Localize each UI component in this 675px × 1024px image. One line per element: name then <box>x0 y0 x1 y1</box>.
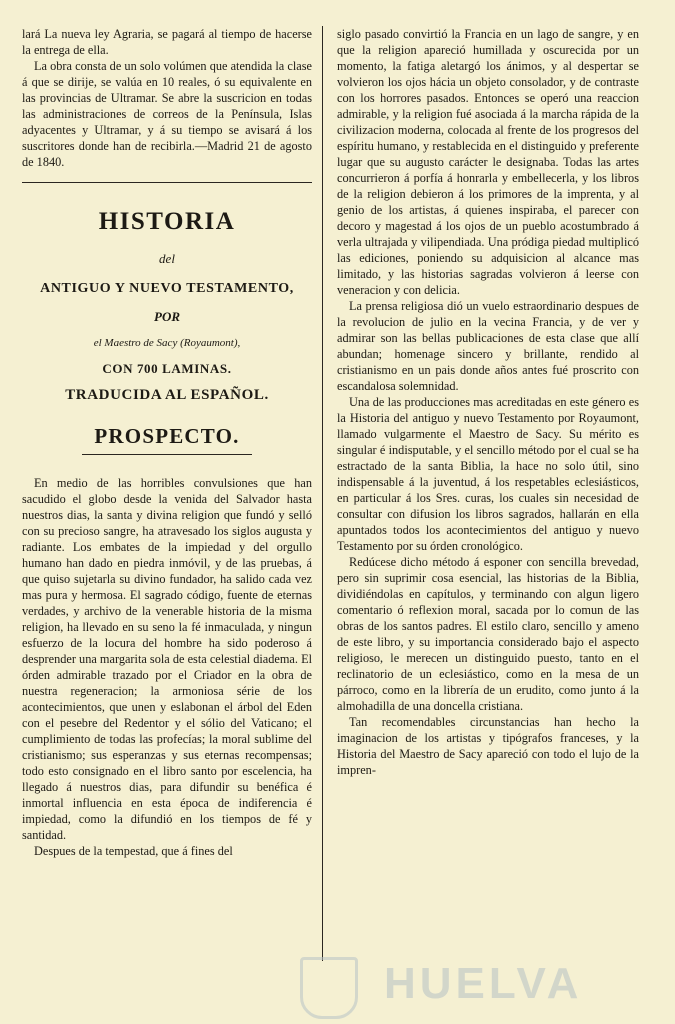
body-paragraph: Tan recomendables circunstancias han hecho la imaginacion de los artistas y tipógrafos franceses, y la Historia del Maestro de Sacy apareció con todo el lujo de la impren- <box>337 715 639 777</box>
body-paragraph: siglo pasado convirtió la Francia en un lago de sangre, y en que la religion apareció humillada y oscurecida por un momento, la fatiga aletargó los ánimos, y al despertar se volvieron los ojos hácia un objeto consolador, y de contraste con los horrores pasados. Entonces se operó una reaccion admirable, y la religion fué asociada á la marcha rápida de la civilizacion moderna, colocada al frente de los progresos del espíritu humano, y restablecida en el distinguido y preferente lugar que su augusto carácter le designaba. Todas las artes concurrieron á porfía á honrarla y embellecerla, y los libros de la religion debieron á los primores de la imprenta, y al genio de los artistas, á quienes inspiraba, el parecer con decoro y magestad á los ojos de un pueblo acostumbrado á verla ultrajada y vilipendiada. Una pródiga piedad multiplicó las ediciones, poniendo su adquisicion al alcance mas limitado, y las historias sagradas volvieron á leerse con veneracion y con delicia. <box>337 27 639 297</box>
prospecto-rule <box>82 454 252 455</box>
heading-traducida: TRADUCIDA AL ESPAÑOL. <box>65 387 269 403</box>
heading-laminas: CON 700 LAMINAS. <box>102 361 232 376</box>
heading-testamento: ANTIGUO Y NUEVO TESTAMENTO, <box>40 281 294 296</box>
shield-icon <box>300 957 358 1019</box>
heading-por: POR <box>154 309 180 324</box>
body-paragraph: Redúcese dicho método á esponer con sencilla brevedad, pero sin suprimir cosa esencial, las historias de la Biblia, dividiéndolas en capítulos, y terminando con algun ligero comentario ó reflexion moral, sacada por lo comun de las obras de los santos padres. El estilo claro, sencillo y ameno de este libro, y su importancia considerado bajo el aspecto religioso, le merecen un distinguido puesto, tanto en el reclinatorio de un eclesiástico, como en la mesa de un párroco, como en la librería de un erudito, como junto á la almohadilla de una doncella cristiana. <box>337 555 639 713</box>
heading-historia: HISTORIA <box>98 208 236 235</box>
right-column <box>337 26 639 778</box>
body-paragraph: Despues de la tempestad, que á fines del <box>34 844 233 858</box>
body-paragraph: La prensa religiosa dió un vuelo estraordinario despues de la revolucion de julio en la vecina Francia, y de ver y admirar son las bellas publicaciones de esta clase que allí abundan; homenage sincero y brillante, rendido al cristianismo en un pais donde años antes fué proscrito con escandalosa solemnidad. <box>337 299 639 393</box>
body-paragraph: En medio de las horribles convulsiones que han sacudido el globo desde la venida del Salvador hasta nuestros dias, la santa y divina religion que fundó y selló con su precioso sangre, ha atravesado los siglos augusta y radiante. Los embates de la impiedad y del orgullo humano han dado en piedra inmóvil, y de las pruebas, á que quiso sujetarla su divino fundador, ha salido cada vez mas pura y hermosa. El sagrado código, fuente de eternas verdades, y archivo de la venerable historia de la misma religion, ha llevado en su seno la fé inmaculada, y ningun esfuerzo de la locura del hombre ha sido poderoso á desprender una margarita sola de esta celestial diadema. El órden admirable trazado por el Criador en la obra de nuestra regeneracion; la armoniosa série de los acontecimientos, que unen y eslabonan el árbol del Eden con el pesebre del Redentor y el sólio del Vaticano; el cumplimiento de todas las profecías; la moral sublime del cristianismo; sus esperanzas y sus eternas recompensas; todo esto consignado en el libro santo por escelencia, ha llegado á nuestros dias, para difundir su benéfica é inmortal influencia en esta época de indiferencia é impiedad, como la difundió en los tiempos de fé y santidad. <box>22 476 312 842</box>
column-divider <box>322 26 323 961</box>
subscription-notice: La obra consta de un solo volúmen que atendida la clase á que se dirije, se valúa en 10 reales, ó su equivalente en las provincias de Ultramar. Se abre la suscricion en todas las administraciones de correos de la Península, Islas adyacentes y Ultramar, y á su tiempo se avisará á los suscritores donde han de recibirla.—Madrid 21 de agosto de 1840. <box>22 59 312 169</box>
watermark-text: HUELVA <box>384 959 583 1008</box>
heading-prospecto: PROSPECTO. <box>94 424 240 448</box>
continuation-text: lará La nueva ley Agraria, se pagará al tiempo de hacerse la entrega de ella. <box>22 27 312 57</box>
heading-del: del <box>159 251 175 266</box>
section-divider <box>22 182 312 183</box>
body-paragraph: Una de las producciones mas acreditadas en este género es la Historia del antiguo y nuevo Testamento por Royaumont, llamado vulgarmente el Maestro de Sacy. Su mérito es singular é indisputable, y el sencillo método por el cual se ha estractado de la santa Biblia, la hace no solo útil, sino indispensable á la juventud, á los respetables eclesiásticos, en particular á los Sres. curas, los cuales sin necesidad de consultar con difusion los libros sagrados, hallarán en ella apuntados todos los acontecimientos del antiguo y nuevo Testamento por su órden cronológico. <box>337 395 639 553</box>
heading-author: el Maestro de Sacy (Royaumont), <box>93 337 241 349</box>
library-watermark <box>300 955 660 1015</box>
left-column <box>22 26 312 859</box>
